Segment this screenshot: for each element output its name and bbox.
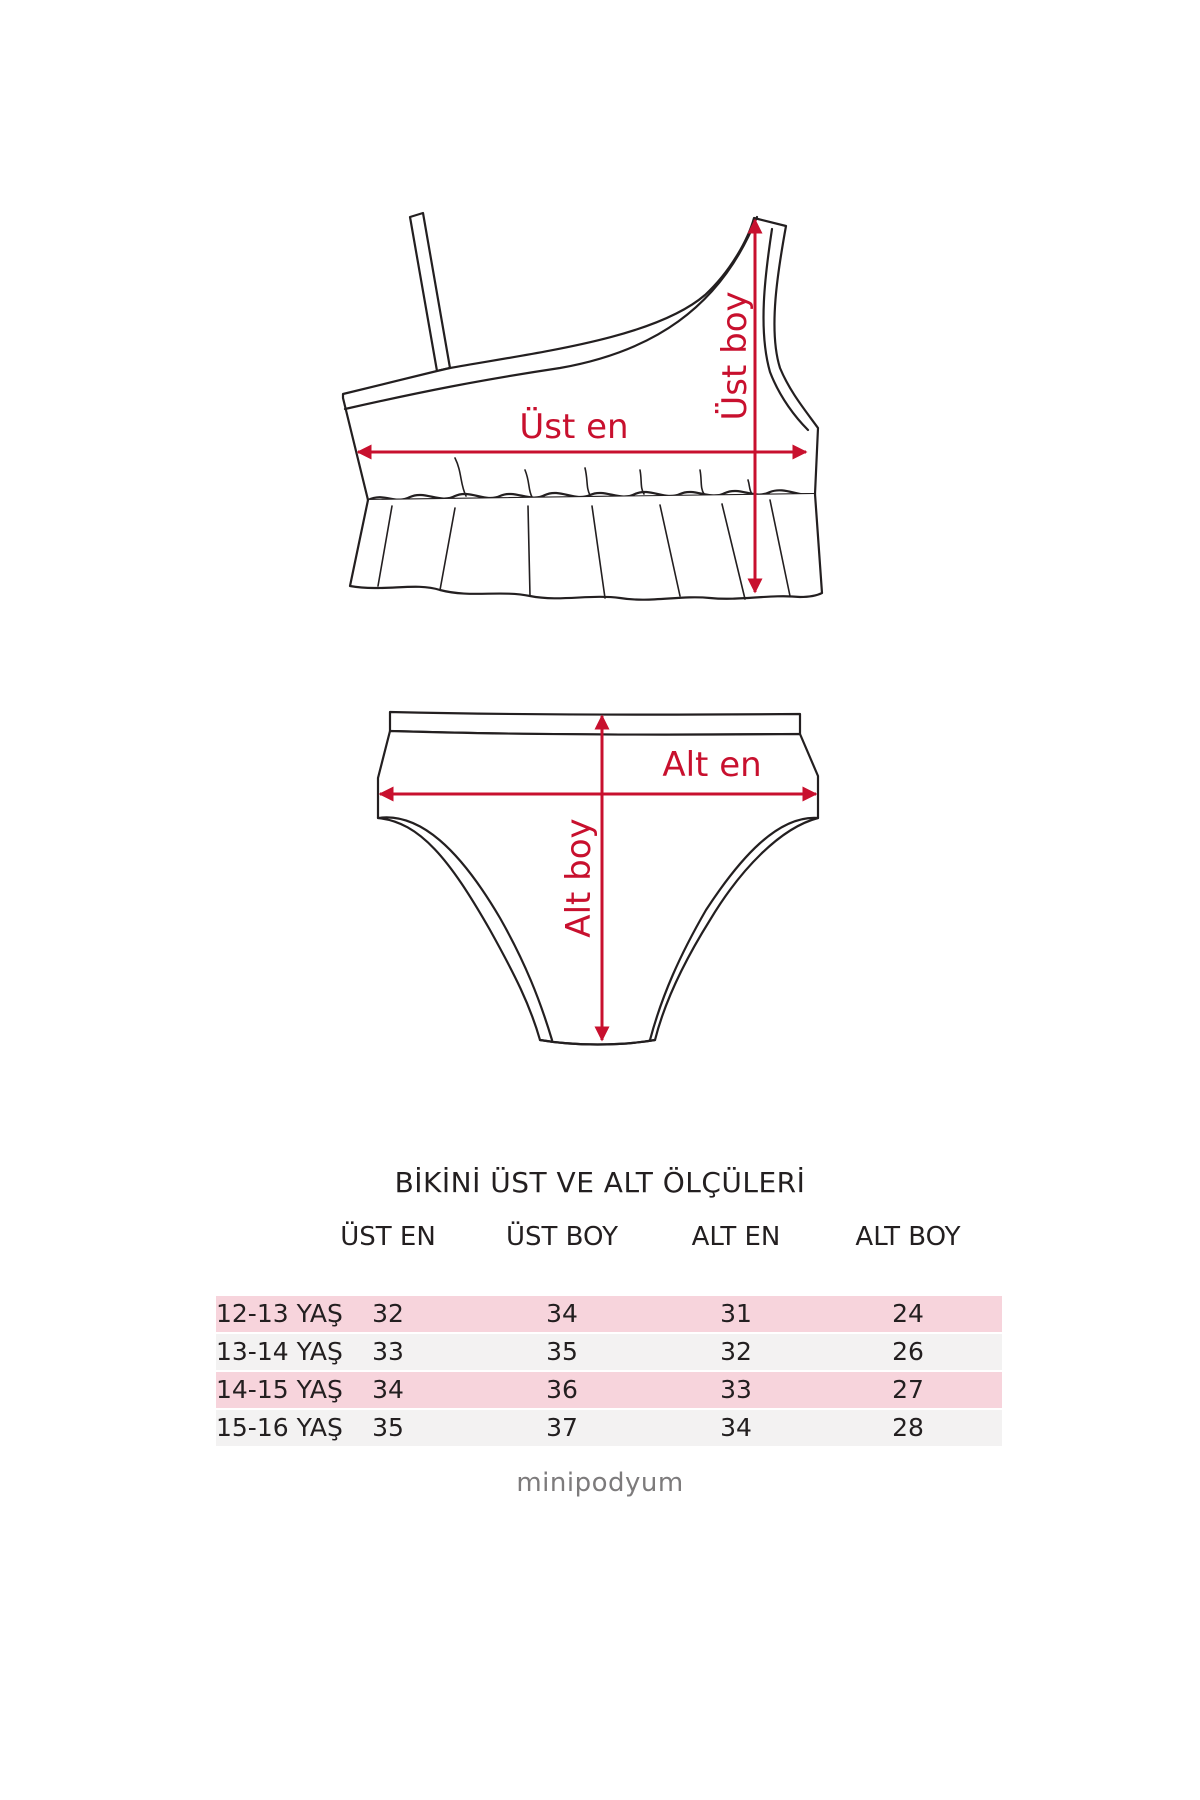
cell-alt-boy: 27 — [892, 1375, 924, 1404]
bottom-length-label: Alt boy — [559, 818, 599, 938]
column-header-ust-en: ÜST EN — [340, 1222, 436, 1252]
row-label: 12-13 YAŞ — [216, 1299, 343, 1328]
cell-alt-en: 33 — [720, 1375, 752, 1404]
cell-ust-boy: 35 — [546, 1337, 578, 1366]
brand-logo: minipodyum — [516, 1468, 684, 1498]
column-header-alt-boy: ALT BOY — [855, 1222, 961, 1252]
cell-ust-en: 32 — [372, 1299, 404, 1328]
table-row — [216, 1372, 1002, 1408]
cell-alt-boy: 28 — [892, 1413, 924, 1442]
cell-ust-en: 35 — [372, 1413, 404, 1442]
table-row — [216, 1410, 1002, 1446]
cell-alt-en: 32 — [720, 1337, 752, 1366]
cell-ust-en: 33 — [372, 1337, 404, 1366]
cell-alt-en: 34 — [720, 1413, 752, 1442]
row-label: 13-14 YAŞ — [216, 1337, 343, 1366]
table-row — [216, 1334, 1002, 1370]
top-length-label: Üst boy — [715, 291, 755, 421]
row-label: 14-15 YAŞ — [216, 1375, 343, 1404]
bottom-width-label: Alt en — [662, 745, 762, 785]
column-header-alt-en: ALT EN — [691, 1222, 781, 1252]
column-header-ust-boy: ÜST BOY — [506, 1222, 618, 1252]
cell-alt-boy: 24 — [892, 1299, 924, 1328]
row-label: 15-16 YAŞ — [216, 1413, 343, 1442]
cell-ust-boy: 36 — [546, 1375, 578, 1404]
table-row — [216, 1296, 1002, 1332]
table-title: BİKİNİ ÜST VE ALT ÖLÇÜLERİ — [394, 1166, 806, 1199]
top-width-label: Üst en — [519, 407, 629, 447]
cell-ust-boy: 34 — [546, 1299, 578, 1328]
cell-alt-en: 31 — [720, 1299, 752, 1328]
cell-alt-boy: 26 — [892, 1337, 924, 1366]
cell-ust-boy: 37 — [546, 1413, 578, 1442]
cell-ust-en: 34 — [372, 1375, 404, 1404]
